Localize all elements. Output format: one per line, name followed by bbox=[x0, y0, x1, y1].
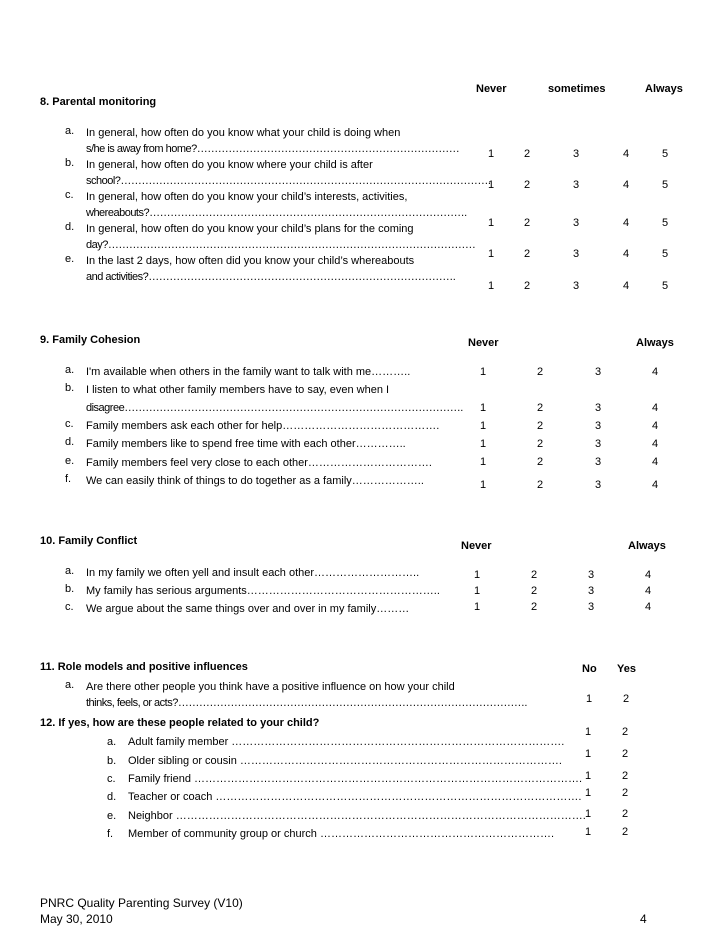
s10-scale-never: Never bbox=[461, 540, 492, 552]
s8-item-d-line2: day?…………………………………………………………………………………………… bbox=[86, 239, 476, 251]
rating-option[interactable]: 1 bbox=[487, 179, 495, 191]
rating-option[interactable]: 4 bbox=[651, 438, 659, 450]
s8-item-e-label: e. bbox=[65, 253, 75, 265]
rating-option[interactable]: 3 bbox=[587, 601, 595, 613]
rating-option[interactable]: 1 bbox=[473, 585, 481, 597]
rating-option[interactable]: 2 bbox=[523, 148, 531, 160]
section9-title: 9. Family Cohesion bbox=[40, 334, 141, 346]
rating-option[interactable]: 1 bbox=[487, 148, 495, 160]
s8-scale-sometimes: sometimes bbox=[548, 83, 606, 95]
s8-item-e-line1: In the last 2 days, how often did you know your child’s whereabouts bbox=[86, 255, 415, 267]
s9-item-e-label: e. bbox=[65, 455, 75, 467]
rating-option[interactable]: 4 bbox=[622, 179, 630, 191]
s8-item-d-label: d. bbox=[65, 221, 75, 233]
s11-item-a-line2: thinks, feels, or acts?………………………………………………………………………………………. bbox=[86, 697, 527, 709]
s12-item-a-label: a. bbox=[107, 736, 117, 748]
rating-option[interactable]: 2 bbox=[621, 726, 629, 738]
s9-item-f-label: f. bbox=[65, 473, 72, 485]
section12-title: 12. If yes, how are these people related to your child? bbox=[40, 717, 320, 729]
s10-item-b-text: My family has serious arguments…………………………………………….. bbox=[86, 585, 440, 597]
s8-item-a-line2: s/he is away from home?………………………………………………………………… bbox=[86, 143, 460, 155]
rating-option[interactable]: 4 bbox=[651, 402, 659, 414]
s8-scale-always: Always bbox=[645, 83, 683, 95]
rating-option[interactable]: 5 bbox=[661, 179, 669, 191]
s12-item-f-text: Member of community group or church ………………………………………………………. bbox=[128, 828, 555, 840]
s12-item-e-text: Neighbor …………………………………………………………………………………………………. bbox=[128, 810, 586, 822]
rating-option[interactable]: 1 bbox=[487, 217, 495, 229]
s9-scale-always: Always bbox=[636, 337, 674, 349]
rating-option[interactable]: 3 bbox=[572, 248, 580, 260]
rating-option[interactable]: 2 bbox=[621, 748, 629, 760]
s9-item-d-text: Family members like to spend free time with each other………….. bbox=[86, 438, 406, 450]
rating-option[interactable]: 2 bbox=[536, 420, 544, 432]
s8-item-b-line1: In general, how often do you know where your child is after bbox=[86, 159, 373, 171]
s12-item-b-label: b. bbox=[107, 755, 117, 767]
s8-item-c-label: c. bbox=[65, 189, 74, 201]
s10-item-c-text: We argue about the same things over and over in my family……… bbox=[86, 603, 410, 615]
s9-item-b-line2: disagree……………………………………………………………………………………. bbox=[86, 402, 463, 414]
rating-option[interactable]: 3 bbox=[572, 217, 580, 229]
rating-option[interactable]: 5 bbox=[661, 148, 669, 160]
s9-item-f-text: We can easily think of things to do together as a family……………….. bbox=[86, 475, 424, 487]
rating-option[interactable]: 2 bbox=[622, 693, 630, 705]
rating-option[interactable]: 3 bbox=[587, 585, 595, 597]
rating-option[interactable]: 3 bbox=[587, 569, 595, 581]
rating-option[interactable]: 4 bbox=[644, 585, 652, 597]
rating-option[interactable]: 2 bbox=[621, 770, 629, 782]
s8-scale-never: Never bbox=[476, 83, 507, 95]
s10-item-b-label: b. bbox=[65, 583, 75, 595]
rating-option[interactable]: 5 bbox=[661, 280, 669, 292]
rating-option[interactable]: 2 bbox=[621, 826, 629, 838]
rating-option[interactable]: 2 bbox=[530, 601, 538, 613]
rating-option[interactable]: 2 bbox=[536, 366, 544, 378]
rating-option[interactable]: 4 bbox=[622, 148, 630, 160]
s8-item-a-label: a. bbox=[65, 125, 75, 137]
rating-option[interactable]: 1 bbox=[473, 601, 481, 613]
s9-item-e-text: Family members feel very close to each other……………………………. bbox=[86, 457, 432, 469]
rating-option[interactable]: 3 bbox=[594, 479, 602, 491]
rating-option[interactable]: 5 bbox=[661, 217, 669, 229]
rating-option[interactable]: 1 bbox=[584, 748, 592, 760]
rating-option[interactable]: 4 bbox=[644, 569, 652, 581]
rating-option[interactable]: 1 bbox=[487, 248, 495, 260]
rating-option[interactable]: 2 bbox=[523, 179, 531, 191]
s9-scale-never: Never bbox=[468, 337, 499, 349]
rating-option[interactable]: 1 bbox=[479, 366, 487, 378]
section10-title: 10. Family Conflict bbox=[40, 535, 138, 547]
rating-option[interactable]: 1 bbox=[584, 826, 592, 838]
s12-item-b-text: Older sibling or cousin ……………………………………………………………………………. bbox=[128, 755, 562, 767]
footer-survey-name: PNRC Quality Parenting Survey (V10) bbox=[40, 896, 243, 910]
rating-option[interactable]: 2 bbox=[530, 569, 538, 581]
s9-item-a-label: a. bbox=[65, 364, 75, 376]
rating-option[interactable]: 2 bbox=[523, 280, 531, 292]
section11-title: 11. Role models and positive influences bbox=[40, 661, 248, 673]
rating-option[interactable]: 3 bbox=[594, 366, 602, 378]
s12-item-f-label: f. bbox=[107, 828, 114, 840]
rating-option[interactable]: 1 bbox=[584, 770, 592, 782]
rating-option[interactable]: 2 bbox=[530, 585, 538, 597]
s12-item-a-text: Adult family member ………………………………………………………………………………. bbox=[128, 736, 565, 748]
rating-option[interactable]: 2 bbox=[536, 438, 544, 450]
section8-title: 8. Parental monitoring bbox=[40, 96, 157, 108]
rating-option[interactable]: 2 bbox=[523, 248, 531, 260]
s10-item-a-label: a. bbox=[65, 565, 75, 577]
s10-scale-always: Always bbox=[628, 540, 666, 552]
rating-option[interactable]: 2 bbox=[621, 808, 629, 820]
rating-option[interactable]: 1 bbox=[584, 787, 592, 799]
s9-item-a-text: I'm available when others in the family want to talk with me……….. bbox=[86, 366, 411, 378]
s11-item-a-line1: Are there other people you think have a positive influence on how your child bbox=[86, 681, 455, 693]
rating-option[interactable]: 1 bbox=[473, 569, 481, 581]
s12-item-e-label: e. bbox=[107, 810, 117, 822]
rating-option[interactable]: 3 bbox=[594, 402, 602, 414]
s12-item-d-text: Teacher or coach ………………………………………………………………………………………. bbox=[128, 791, 582, 803]
s9-item-c-label: c. bbox=[65, 418, 74, 430]
rating-option[interactable]: 4 bbox=[622, 248, 630, 260]
rating-option[interactable]: 3 bbox=[572, 280, 580, 292]
rating-option[interactable]: 1 bbox=[584, 808, 592, 820]
footer-date: May 30, 2010 bbox=[40, 912, 113, 926]
rating-option[interactable]: 4 bbox=[622, 217, 630, 229]
s10-item-a-text: In my family we often yell and insult each other……………………….. bbox=[86, 567, 420, 579]
rating-option[interactable]: 3 bbox=[572, 148, 580, 160]
s12-item-c-label: c. bbox=[107, 773, 116, 785]
s8-item-b-label: b. bbox=[65, 157, 75, 169]
rating-option[interactable]: 2 bbox=[621, 787, 629, 799]
s8-item-c-line1: In general, how often do you know your child’s interests, activities, bbox=[86, 191, 408, 203]
s11-scale-yes: Yes bbox=[617, 663, 636, 675]
s9-item-d-label: d. bbox=[65, 436, 75, 448]
rating-option[interactable]: 1 bbox=[479, 438, 487, 450]
s8-item-e-line2: and activities?……………………………………………………………………………. bbox=[86, 271, 456, 283]
s9-item-c-text: Family members ask each other for help……………………………………. bbox=[86, 420, 440, 432]
rating-option[interactable]: 1 bbox=[479, 456, 487, 468]
s12-item-d-label: d. bbox=[107, 791, 117, 803]
rating-option[interactable]: 3 bbox=[594, 456, 602, 468]
rating-option[interactable]: 4 bbox=[651, 479, 659, 491]
rating-option[interactable]: 1 bbox=[585, 693, 593, 705]
s11-item-a-label: a. bbox=[65, 679, 75, 691]
rating-option[interactable]: 3 bbox=[572, 179, 580, 191]
rating-option[interactable]: 1 bbox=[479, 479, 487, 491]
s8-item-c-line2: whereabouts?………………………………………………………………………………. bbox=[86, 207, 467, 219]
s12-item-c-text: Family friend ……………………………………………………………………………………………. bbox=[128, 773, 583, 785]
s8-item-d-line1: In general, how often do you know your child’s plans for the coming bbox=[86, 223, 414, 235]
s11-scale-no: No bbox=[582, 663, 597, 675]
rating-option[interactable]: 4 bbox=[644, 601, 652, 613]
rating-option[interactable]: 5 bbox=[661, 248, 669, 260]
rating-option[interactable]: 4 bbox=[651, 366, 659, 378]
s8-item-b-line2: school?……………………………………………………………………………………………. bbox=[86, 175, 491, 187]
rating-option[interactable]: 3 bbox=[594, 438, 602, 450]
rating-option[interactable]: 4 bbox=[622, 280, 630, 292]
rating-option[interactable]: 1 bbox=[479, 420, 487, 432]
rating-option[interactable]: 4 bbox=[651, 420, 659, 432]
s8-item-a-line1: In general, how often do you know what your child is doing when bbox=[86, 127, 401, 139]
rating-option[interactable]: 1 bbox=[487, 280, 495, 292]
rating-option[interactable]: 4 bbox=[651, 456, 659, 468]
rating-option[interactable]: 2 bbox=[536, 456, 544, 468]
rating-option[interactable]: 3 bbox=[594, 420, 602, 432]
rating-option[interactable]: 1 bbox=[584, 726, 592, 738]
page-number: 4 bbox=[640, 912, 647, 926]
s9-item-b-text: I listen to what other family members have to say, even when I bbox=[86, 384, 390, 396]
s10-item-c-label: c. bbox=[65, 601, 74, 613]
rating-option[interactable]: 1 bbox=[479, 402, 487, 414]
rating-option[interactable]: 2 bbox=[523, 217, 531, 229]
s9-item-b-label: b. bbox=[65, 382, 75, 394]
rating-option[interactable]: 2 bbox=[536, 402, 544, 414]
rating-option[interactable]: 2 bbox=[536, 479, 544, 491]
